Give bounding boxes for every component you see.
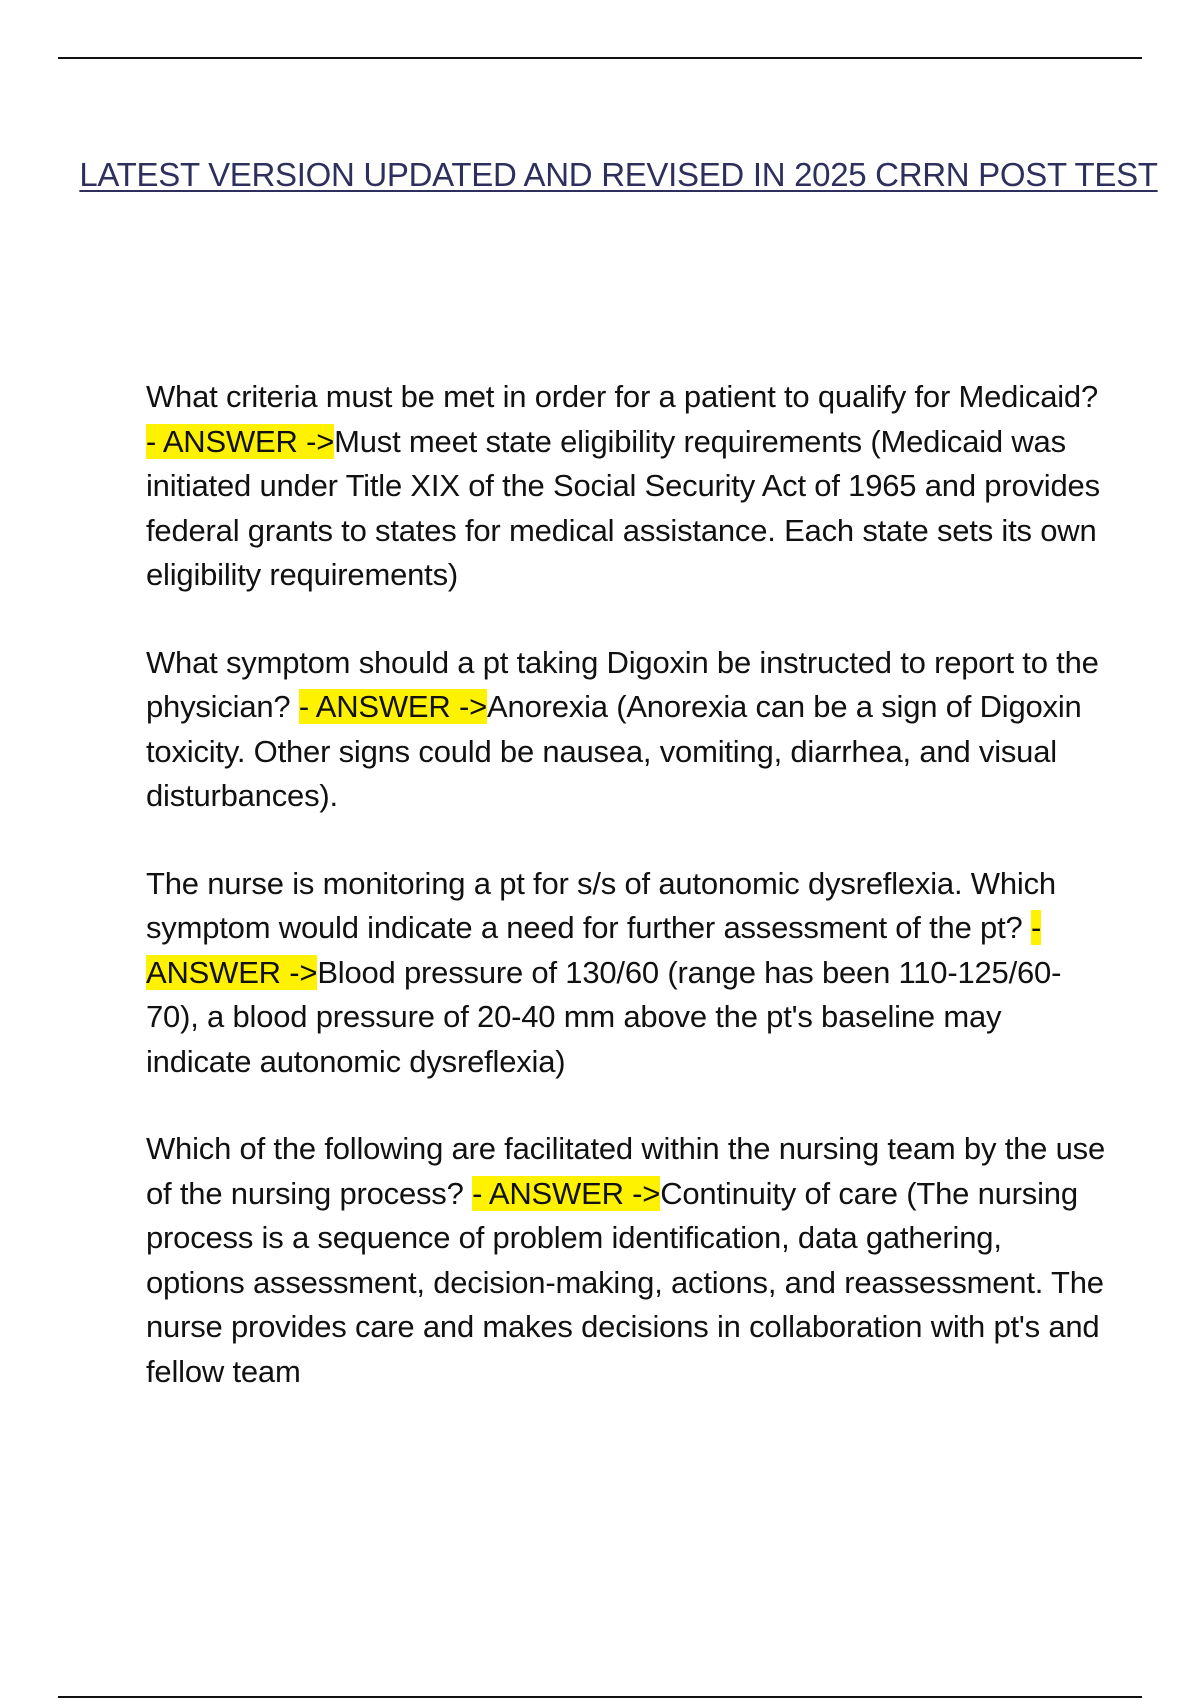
qa-list: [146, 375, 1106, 1437]
answer-marker: - ANSWER ->: [472, 1175, 661, 1211]
question-text: What symptom should a pt taking Digoxin be instructed to report to the physician?: [146, 644, 1099, 724]
qa-item: [146, 862, 1106, 1085]
answer-marker: - ANSWER ->: [298, 689, 488, 724]
qa-item: [146, 641, 1106, 819]
answer-text: Continuity of care (The nursing process is a sequence of problem identification, data gathering, options assessment, decision-making, actions, and reassessment. The nurse provides care and makes decisions in collaboration with pt's and fellow team: [146, 1175, 1104, 1389]
answer-marker: - ANSWER ->: [146, 910, 1042, 990]
answer-text: Must meet state eligibility requirements (Medicaid was initiated under Title XIX of the Social Security Act of 1965 and provides federal grants to states for medical assistance. Each state sets its own eligibility requirements): [146, 423, 1100, 592]
document-title: LATEST VERSION UPDATED AND REVISED IN 2025 CRRN POST TEST: [79, 156, 1158, 193]
question-text: The nurse is monitoring a pt for s/s of autonomic dysreflexia. Which symptom would indicate a need for further assessment of the pt?: [146, 865, 1056, 945]
question-text: Which of the following are facilitated within the nursing team by the use of the nursing process?: [146, 1131, 1105, 1211]
qa-item: [146, 375, 1106, 598]
answer-marker: - ANSWER ->: [146, 423, 335, 459]
answer-text: Blood pressure of 130/60 (range has been 110-125/60-70), a blood pressure of 20-40 mm above the pt's baseline may indicate autonomic dysreflexia): [146, 954, 1062, 1079]
answer-text: Anorexia (Anorexia can be a sign of Digoxin toxicity. Other signs could be nausea, vomiting, diarrhea, and visual disturbances).: [146, 689, 1082, 813]
qa-item: [146, 1127, 1106, 1394]
question-text: What criteria must be met in order for a patient to qualify for Medicaid?: [146, 379, 1099, 414]
bottom-rule: [58, 1696, 1142, 1698]
top-rule: [58, 57, 1142, 59]
